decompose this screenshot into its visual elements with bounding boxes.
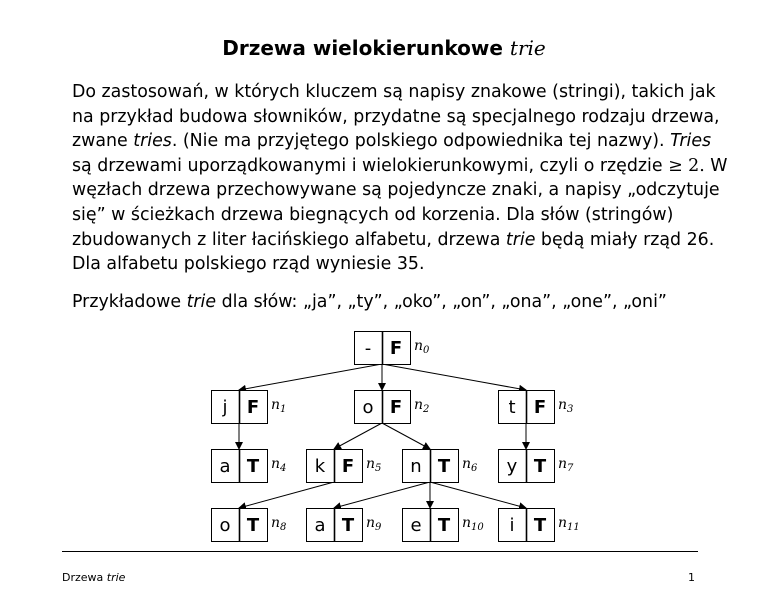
paragraph-text: są drzewami uporządkowanymi i wielokierunkowymi, czyli o rzędzie bbox=[72, 155, 669, 176]
node-flag: T bbox=[246, 456, 260, 477]
node-flag: F bbox=[389, 397, 403, 418]
node-label: $n_4$ bbox=[271, 456, 287, 474]
paragraph-text: zbudowanych z liter łacińskiego alfabetu, drzewa bbox=[72, 229, 506, 250]
node-char: a bbox=[314, 515, 326, 536]
node-label: $n_3$ bbox=[558, 397, 574, 415]
node-label: $n_5$ bbox=[366, 456, 382, 474]
footer-italic: trie bbox=[106, 571, 126, 584]
paragraph-line: na przykład budowa słowników, przydatne są specjalnego rodzaju drzewa, bbox=[72, 106, 720, 127]
examples-words: dla słów: „ja”, „ty”, „oko”, „on”, „ona”, „one”, „oni” bbox=[216, 292, 667, 312]
node-label: $n_{10}$ bbox=[462, 515, 484, 533]
node-char: e bbox=[410, 515, 422, 536]
node-char: o bbox=[362, 397, 374, 418]
node-char: y bbox=[506, 456, 518, 477]
examples-prefix: Przykładowe bbox=[72, 292, 187, 312]
node-label: $n_9$ bbox=[366, 515, 382, 533]
paragraph-line: Dla alfabetu polskiego rząd wyniesie 35. bbox=[72, 254, 425, 275]
tree-edge bbox=[239, 364, 382, 390]
node-label: $n_1$ bbox=[271, 397, 287, 415]
paragraph-line: się” w ścieżkach drzewa biegnących od korzenia. Dla słów (stringów) bbox=[72, 204, 674, 225]
footer-text: Drzewa bbox=[62, 571, 104, 584]
trie-node bbox=[499, 449, 575, 483]
tree-edge bbox=[239, 482, 334, 508]
trie-node bbox=[307, 508, 383, 542]
title-text: Drzewa wielokierunkowe bbox=[222, 36, 503, 60]
trie-node bbox=[403, 508, 485, 542]
title-italic: trie bbox=[509, 36, 546, 60]
node-label: $n_6$ bbox=[462, 456, 478, 474]
node-char: j bbox=[222, 397, 228, 418]
node-char: k bbox=[314, 456, 326, 477]
node-char: t bbox=[508, 397, 516, 418]
node-char: - bbox=[364, 338, 372, 359]
node-flag: T bbox=[437, 515, 451, 536]
paragraph-italic: trie bbox=[505, 229, 536, 250]
trie-node bbox=[499, 508, 580, 542]
trie-node bbox=[403, 449, 479, 483]
node-char: n bbox=[410, 456, 422, 477]
tree-edge bbox=[430, 482, 526, 508]
paragraph-text: będą miały rząd 26. bbox=[535, 229, 715, 250]
trie-node bbox=[355, 390, 430, 424]
node-char: a bbox=[219, 456, 231, 477]
paragraph-math: ≥ 2. bbox=[668, 155, 705, 176]
node-label: $n_8$ bbox=[271, 515, 287, 533]
footer-rule bbox=[62, 551, 698, 552]
tree-edge bbox=[382, 423, 430, 449]
paragraph-text: . (Nie ma przyjętego polskiego odpowiednika tej nazwy). bbox=[171, 131, 671, 152]
trie-node bbox=[499, 390, 574, 424]
trie-node bbox=[212, 449, 287, 483]
tree-edge bbox=[334, 423, 382, 449]
node-label: $n_{11}$ bbox=[558, 515, 580, 533]
tree-edge bbox=[382, 364, 526, 390]
paragraph-line: Do zastosowań, w których kluczem są napisy znakowe (stringi), takich jak bbox=[72, 82, 716, 102]
tree-edge bbox=[334, 482, 430, 508]
paragraph-line: węzłach drzewa przechowywane są pojedyncze znaki, a napisy „odczytuje bbox=[72, 180, 720, 201]
node-flag: T bbox=[533, 515, 547, 536]
trie-node bbox=[212, 390, 287, 424]
paragraph-italic: Tries bbox=[670, 131, 712, 152]
trie-node bbox=[355, 331, 431, 365]
node-label: $n_0$ bbox=[414, 338, 430, 356]
trie-node bbox=[212, 508, 287, 542]
footer-title bbox=[62, 571, 125, 584]
node-flag: T bbox=[437, 456, 451, 477]
page-number: 1 bbox=[688, 571, 695, 584]
node-label: $n_7$ bbox=[558, 456, 574, 474]
node-flag: F bbox=[389, 338, 403, 359]
trie-node bbox=[307, 449, 382, 483]
node-flag: F bbox=[533, 397, 547, 418]
node-flag: F bbox=[341, 456, 355, 477]
node-flag: T bbox=[341, 515, 355, 536]
examples-italic: trie bbox=[186, 292, 217, 312]
node-char: i bbox=[509, 515, 515, 536]
paragraph-text: W bbox=[704, 155, 728, 176]
node-flag: T bbox=[533, 456, 547, 477]
node-label: $n_2$ bbox=[414, 397, 430, 415]
paragraph-italic: tries bbox=[133, 131, 172, 152]
node-flag: F bbox=[246, 397, 260, 418]
node-flag: T bbox=[246, 515, 260, 536]
paragraph-text: zwane bbox=[72, 131, 134, 152]
node-char: o bbox=[219, 515, 231, 536]
